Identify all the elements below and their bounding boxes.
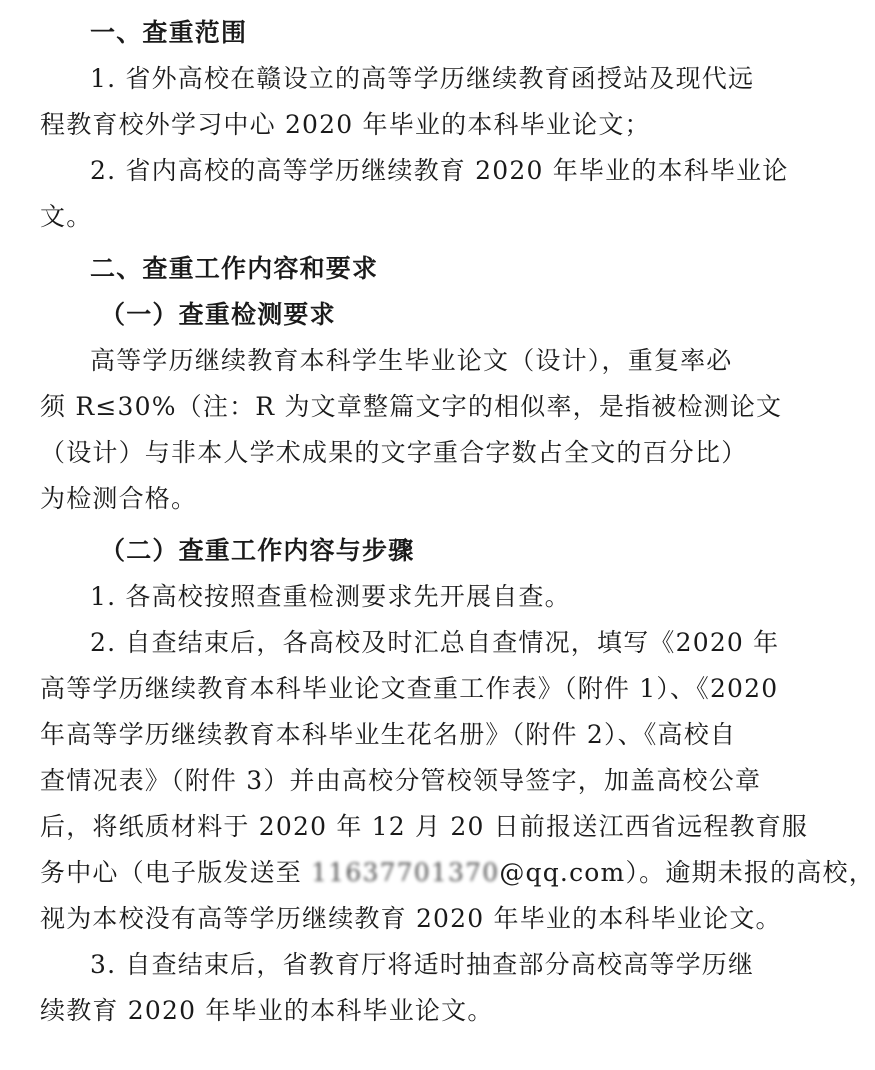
section1-item2-line1: 2. 省内高校的高等学历继续教育 2020 年毕业的本科毕业论: [90, 156, 789, 185]
sub2-heading: （二）查重工作内容与步骤: [100, 536, 415, 565]
sub2-item2-line6: [40, 850, 875, 896]
sub2-item2-line1: 2. 自查结束后，各高校及时汇总自查情况，填写《2020 年: [90, 628, 780, 657]
section2-heading: 二、查重工作内容和要求: [90, 254, 379, 283]
section1-heading: 一、查重范围: [90, 18, 248, 47]
sub2-item2-line6-pre: 务中心（电子版发送至: [40, 858, 312, 887]
sub2-item3-line1: 3. 自查结束后，省教育厅将适时抽查部分高校高等学历继: [90, 950, 755, 979]
sub1-heading: （一）查重检测要求: [100, 300, 336, 329]
sub2-item3-line2: 续教育 2020 年毕业的本科毕业论文。: [40, 996, 494, 1025]
section1-item1-line1: 1. 省外高校在赣设立的高等学历继续教育函授站及现代远: [90, 64, 755, 93]
sub2-item2-line6-post: @qq.com）。逾期未报的高校，: [499, 858, 875, 887]
sub1-line3: （设计）与非本人学术成果的文字重合字数占全文的百分比）: [40, 438, 748, 467]
sub1-line2: 须 R≤30%（注：R 为文章整篇文字的相似率，是指被检测论文: [40, 392, 783, 421]
sub2-item2-line7: 视为本校没有高等学历继续教育 2020 年毕业的本科毕业论文。: [40, 904, 782, 933]
sub2-item2-line4: 查情况表》（附件 3）并由高校分管校领导签字，加盖高校公章: [40, 766, 762, 795]
section1-item1-line2: 程教育校外学习中心 2020 年毕业的本科毕业论文；: [40, 110, 651, 139]
email-redacted: 11637701370: [311, 858, 500, 887]
sub2-item2-line5: 后，将纸质材料于 2020 年 12 月 20 日前报送江西省远程教育服: [40, 812, 809, 841]
sub1-line1: 高等学历继续教育本科学生毕业论文（设计），重复率必: [90, 346, 733, 375]
sub2-item1: 1. 各高校按照查重检测要求先开展自查。: [90, 582, 571, 611]
sub2-item2-line2: 高等学历继续教育本科毕业论文查重工作表》（附件 1）、《2020: [40, 674, 779, 703]
sub1-line4: 为检测合格。: [40, 484, 198, 513]
sub2-item2-line3: 年高等学历继续教育本科毕业生花名册》（附件 2）、《高校自: [40, 720, 737, 749]
section1-item2-line2: 文。: [40, 202, 93, 231]
